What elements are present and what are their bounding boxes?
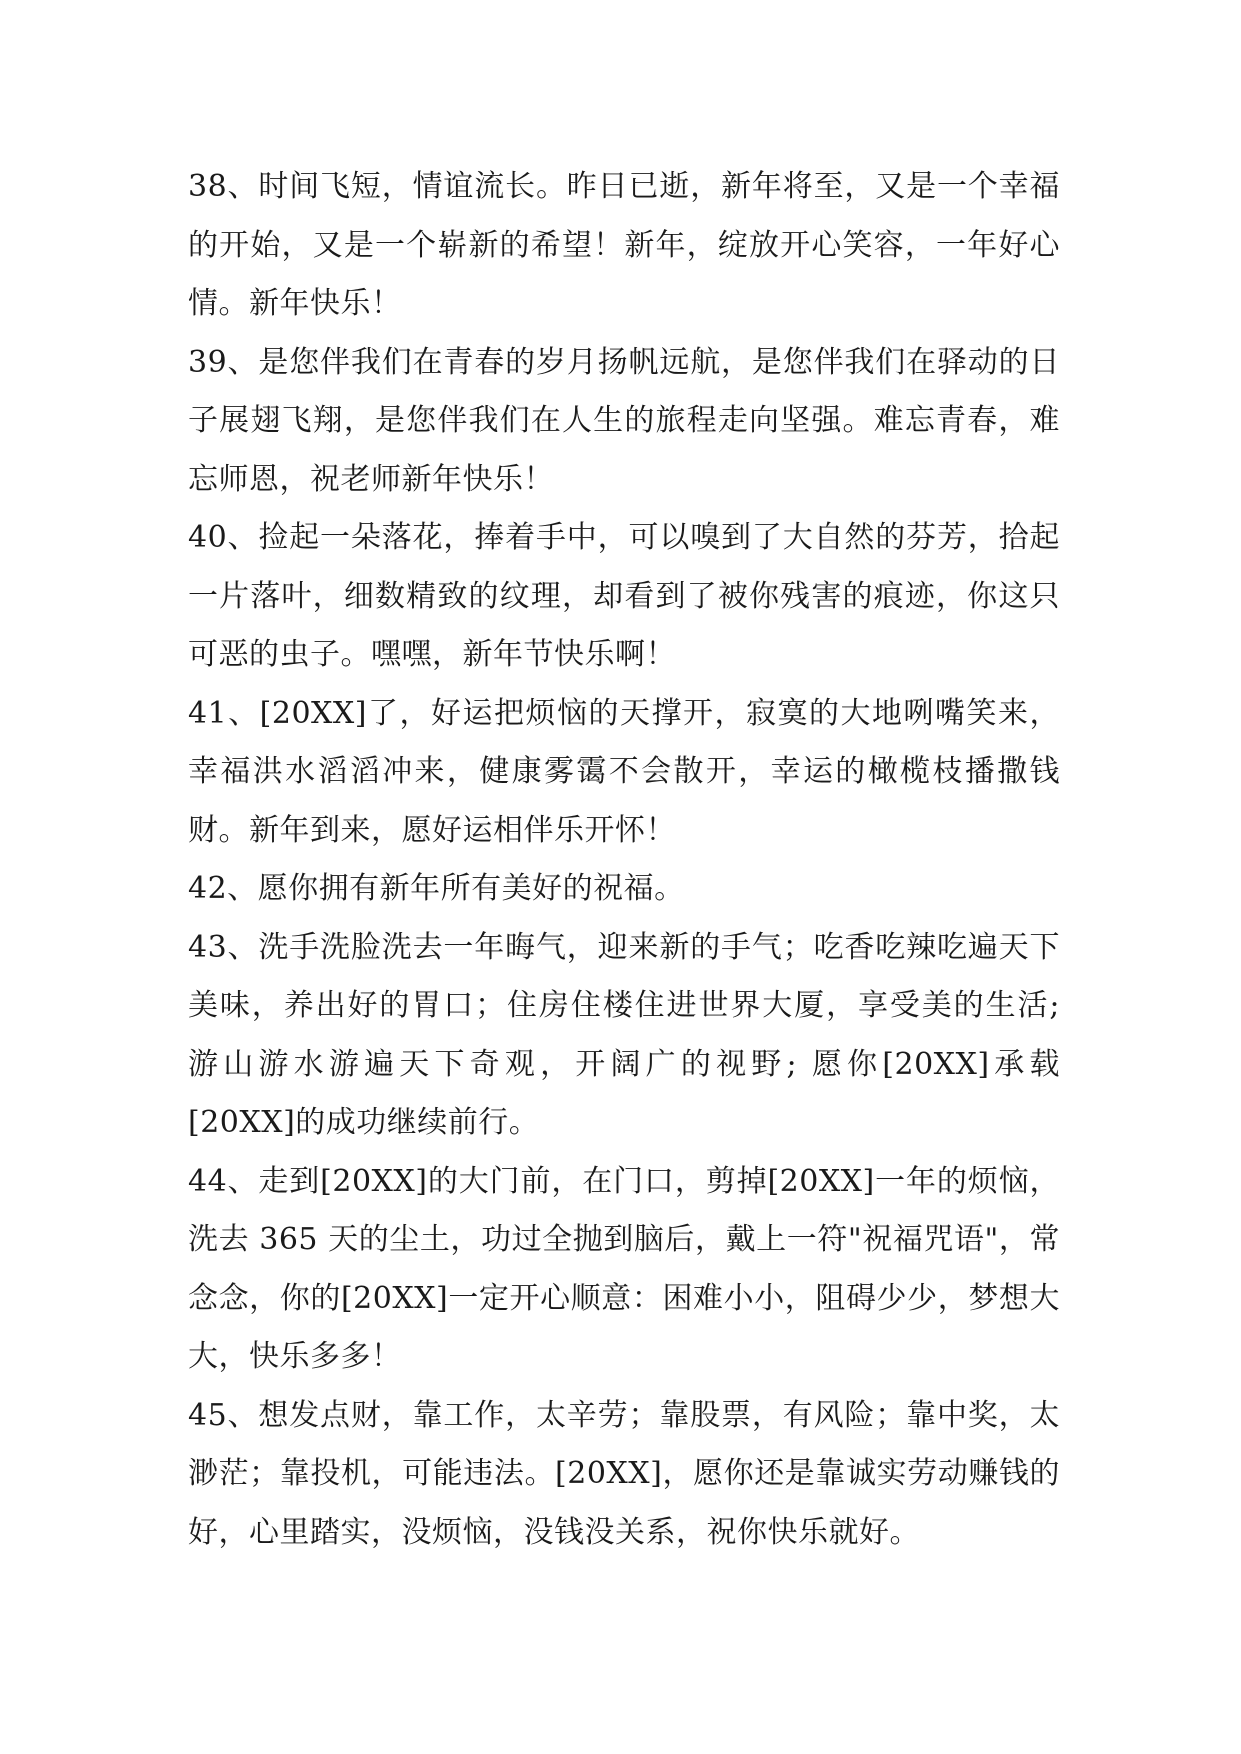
paragraph-41: 41、[20XX]了，好运把烦恼的天撑开，寂寞的大地咧嘴笑来，幸福洪水滔滔冲来，健康雾霭不会散开，幸运的橄榄枝播撒钱财。新年到来，愿好运相伴乐开怀！: [188, 695, 1060, 848]
paragraph-44: 44、走到[20XX]的大门前，在门口，剪掉[20XX]一年的烦恼，洗去 365 天的尘土，功过全抛到脑后，戴上一符"祝福咒语"，常念念，你的[20XX]一定开心顺意：困难小小，阻碍少少，梦想大大，快乐多多！: [188, 1163, 1060, 1374]
paragraph-38: 38、时间飞短，情谊流长。昨日已逝，新年将至，又是一个幸福的开始，又是一个崭新的希望！新年，绽放开心笑容，一年好心情。新年快乐！: [188, 169, 1060, 321]
paragraph-43: 43、洗手洗脸洗去一年晦气，迎来新的手气；吃香吃辣吃遍天下美味，养出好的胃口；住房住楼住进世界大厦，享受美的生活; 游山游水游遍天下奇观，开阔广的视野; 愿你[20XX]承载[20XX]的成功继续前行。: [188, 929, 1060, 1140]
document-body: [188, 158, 1060, 1562]
paragraph-40: 40、捡起一朵落花，捧着手中，可以嗅到了大自然的芬芳，拾起一片落叶，细数精致的纹理，却看到了被你残害的痕迹，你这只可恶的虫子。嘿嘿，新年节快乐啊！: [188, 520, 1060, 672]
paragraph-45: 45、想发点财，靠工作，太辛劳；靠股票，有风险；靠中奖，太渺茫；靠投机，可能违法。[20XX]，愿你还是靠诚实劳动赚钱的好，心里踏实，没烦恼，没钱没关系，祝你快乐就好。: [188, 1397, 1060, 1550]
paragraph-39: 39、是您伴我们在青春的岁月扬帆远航，是您伴我们在驿动的日子展翅飞翔，是您伴我们在人生的旅程走向坚强。难忘青春，难忘师恩，祝老师新年快乐！: [188, 344, 1060, 497]
paragraph-42: 42、愿你拥有新年所有美好的祝福。: [188, 871, 685, 906]
